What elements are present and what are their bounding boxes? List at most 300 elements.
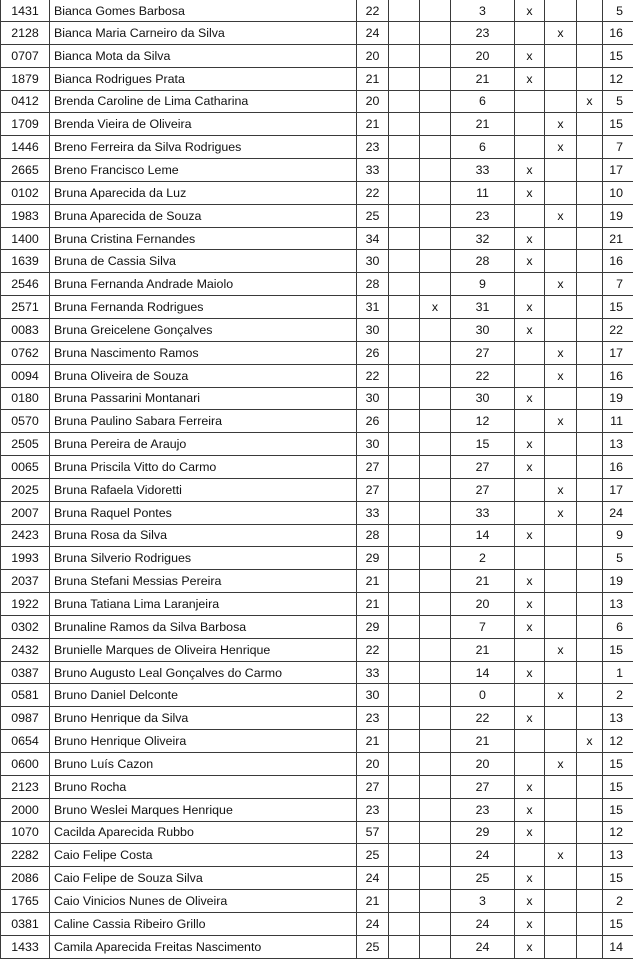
value-cell: 15 xyxy=(451,433,515,456)
mark-cell-1 xyxy=(389,204,420,227)
mark-cell-2 xyxy=(420,341,451,364)
mark-cell-1 xyxy=(389,890,420,913)
score-cell: 16 xyxy=(603,456,633,479)
age-cell: 29 xyxy=(357,547,389,570)
mark-cell-3 xyxy=(515,113,545,136)
table-row xyxy=(1,821,633,844)
mark-cell-2 xyxy=(420,410,451,433)
age-cell: 22 xyxy=(357,364,389,387)
score-cell: 2 xyxy=(603,684,633,707)
mark-cell-2 xyxy=(420,22,451,45)
mark-cell-3: x xyxy=(515,570,545,593)
value-cell: 22 xyxy=(451,707,515,730)
mark-cell-2 xyxy=(420,890,451,913)
mark-cell-4: x xyxy=(545,364,577,387)
mark-cell-3: x xyxy=(515,593,545,616)
code-cell: 1070 xyxy=(1,821,50,844)
mark-cell-2 xyxy=(420,501,451,524)
name-cell: Bruna Pereira de Araujo xyxy=(50,433,357,456)
mark-cell-2 xyxy=(420,730,451,753)
value-cell: 6 xyxy=(451,90,515,113)
mark-cell-1 xyxy=(389,44,420,67)
mark-cell-4 xyxy=(545,159,577,182)
name-cell: Camila Aparecida Freitas Nascimento xyxy=(50,935,357,958)
age-cell: 57 xyxy=(357,821,389,844)
mark-cell-4 xyxy=(545,181,577,204)
mark-cell-2 xyxy=(420,821,451,844)
name-cell: Bruna Fernanda Rodrigues xyxy=(50,296,357,319)
mark-cell-5: x xyxy=(577,90,603,113)
score-cell: 17 xyxy=(603,478,633,501)
mark-cell-4 xyxy=(545,707,577,730)
mark-cell-4 xyxy=(545,547,577,570)
code-cell: 0762 xyxy=(1,341,50,364)
name-cell: Caio Felipe de Souza Silva xyxy=(50,867,357,890)
mark-cell-1 xyxy=(389,318,420,341)
code-cell: 2000 xyxy=(1,798,50,821)
age-cell: 24 xyxy=(357,912,389,935)
mark-cell-5 xyxy=(577,296,603,319)
table-row xyxy=(1,707,633,730)
table-row xyxy=(1,867,633,890)
code-cell: 0707 xyxy=(1,44,50,67)
name-cell: Bruno Henrique Oliveira xyxy=(50,730,357,753)
mark-cell-5 xyxy=(577,318,603,341)
mark-cell-1 xyxy=(389,410,420,433)
mark-cell-3: x xyxy=(515,318,545,341)
age-cell: 28 xyxy=(357,524,389,547)
value-cell: 24 xyxy=(451,844,515,867)
mark-cell-5 xyxy=(577,250,603,273)
value-cell: 27 xyxy=(451,341,515,364)
table-row xyxy=(1,935,633,958)
score-cell: 12 xyxy=(603,67,633,90)
mark-cell-1 xyxy=(389,364,420,387)
score-cell: 16 xyxy=(603,22,633,45)
value-cell: 32 xyxy=(451,227,515,250)
mark-cell-4: x xyxy=(545,113,577,136)
name-cell: Bianca Mota da Silva xyxy=(50,44,357,67)
value-cell: 27 xyxy=(451,775,515,798)
score-cell: 6 xyxy=(603,615,633,638)
table-row xyxy=(1,661,633,684)
code-cell: 2665 xyxy=(1,159,50,182)
mark-cell-5 xyxy=(577,44,603,67)
age-cell: 30 xyxy=(357,684,389,707)
name-cell: Bruno Henrique da Silva xyxy=(50,707,357,730)
mark-cell-3 xyxy=(515,364,545,387)
name-cell: Bruna de Cassia Silva xyxy=(50,250,357,273)
age-cell: 30 xyxy=(357,433,389,456)
mark-cell-1 xyxy=(389,570,420,593)
age-cell: 21 xyxy=(357,730,389,753)
code-cell: 1639 xyxy=(1,250,50,273)
mark-cell-3: x xyxy=(515,935,545,958)
mark-cell-1 xyxy=(389,730,420,753)
mark-cell-4 xyxy=(545,456,577,479)
score-cell: 7 xyxy=(603,273,633,296)
mark-cell-2 xyxy=(420,570,451,593)
mark-cell-2 xyxy=(420,912,451,935)
mark-cell-1 xyxy=(389,935,420,958)
age-cell: 21 xyxy=(357,113,389,136)
mark-cell-3 xyxy=(515,684,545,707)
name-cell: Bruna Greicelene Gonçalves xyxy=(50,318,357,341)
mark-cell-5 xyxy=(577,410,603,433)
code-cell: 0987 xyxy=(1,707,50,730)
value-cell: 3 xyxy=(451,890,515,913)
age-cell: 33 xyxy=(357,501,389,524)
table-row xyxy=(1,753,633,776)
table-row xyxy=(1,775,633,798)
table-row xyxy=(1,478,633,501)
mark-cell-1 xyxy=(389,707,420,730)
mark-cell-5 xyxy=(577,844,603,867)
code-cell: 1433 xyxy=(1,935,50,958)
mark-cell-4: x xyxy=(545,22,577,45)
mark-cell-1 xyxy=(389,181,420,204)
table-row xyxy=(1,364,633,387)
score-cell: 5 xyxy=(603,0,633,22)
code-cell: 2086 xyxy=(1,867,50,890)
mark-cell-5 xyxy=(577,456,603,479)
name-cell: Bruna Aparecida de Souza xyxy=(50,204,357,227)
age-cell: 23 xyxy=(357,707,389,730)
code-cell: 0387 xyxy=(1,661,50,684)
name-cell: Caio Felipe Costa xyxy=(50,844,357,867)
mark-cell-2 xyxy=(420,478,451,501)
table-row xyxy=(1,44,633,67)
mark-cell-1 xyxy=(389,159,420,182)
score-cell: 15 xyxy=(603,912,633,935)
mark-cell-3 xyxy=(515,136,545,159)
mark-cell-4 xyxy=(545,593,577,616)
value-cell: 9 xyxy=(451,273,515,296)
mark-cell-1 xyxy=(389,912,420,935)
code-cell: 0083 xyxy=(1,318,50,341)
age-cell: 20 xyxy=(357,44,389,67)
mark-cell-1 xyxy=(389,433,420,456)
mark-cell-4 xyxy=(545,867,577,890)
table-row xyxy=(1,524,633,547)
value-cell: 14 xyxy=(451,524,515,547)
code-cell: 2505 xyxy=(1,433,50,456)
value-cell: 33 xyxy=(451,159,515,182)
mark-cell-1 xyxy=(389,615,420,638)
table-row xyxy=(1,136,633,159)
mark-cell-5 xyxy=(577,912,603,935)
code-cell: 2007 xyxy=(1,501,50,524)
mark-cell-1 xyxy=(389,593,420,616)
mark-cell-5 xyxy=(577,433,603,456)
score-cell: 19 xyxy=(603,570,633,593)
mark-cell-5 xyxy=(577,524,603,547)
age-cell: 30 xyxy=(357,318,389,341)
mark-cell-4 xyxy=(545,615,577,638)
mark-cell-1 xyxy=(389,250,420,273)
mark-cell-1 xyxy=(389,273,420,296)
score-cell: 13 xyxy=(603,844,633,867)
name-cell: Bruna Raquel Pontes xyxy=(50,501,357,524)
code-cell: 0065 xyxy=(1,456,50,479)
name-cell: Bianca Rodrigues Prata xyxy=(50,67,357,90)
name-cell: Bruna Stefani Messias Pereira xyxy=(50,570,357,593)
mark-cell-5 xyxy=(577,387,603,410)
table-row xyxy=(1,844,633,867)
mark-cell-2 xyxy=(420,844,451,867)
code-cell: 1431 xyxy=(1,0,50,22)
mark-cell-5 xyxy=(577,136,603,159)
name-cell: Brunaline Ramos da Silva Barbosa xyxy=(50,615,357,638)
mark-cell-3 xyxy=(515,90,545,113)
score-cell: 12 xyxy=(603,730,633,753)
table-row xyxy=(1,433,633,456)
mark-cell-3 xyxy=(515,410,545,433)
name-cell: Bianca Gomes Barbosa xyxy=(50,0,357,22)
table-row xyxy=(1,912,633,935)
mark-cell-1 xyxy=(389,90,420,113)
name-cell: Bruna Fernanda Andrade Maiolo xyxy=(50,273,357,296)
mark-cell-1 xyxy=(389,821,420,844)
mark-cell-4: x xyxy=(545,638,577,661)
code-cell: 1879 xyxy=(1,67,50,90)
code-cell: 1446 xyxy=(1,136,50,159)
mark-cell-1 xyxy=(389,661,420,684)
mark-cell-5 xyxy=(577,341,603,364)
value-cell: 27 xyxy=(451,456,515,479)
mark-cell-2 xyxy=(420,661,451,684)
mark-cell-3: x xyxy=(515,181,545,204)
mark-cell-4 xyxy=(545,798,577,821)
score-cell: 13 xyxy=(603,707,633,730)
name-cell: Caline Cassia Ribeiro Grillo xyxy=(50,912,357,935)
mark-cell-2 xyxy=(420,798,451,821)
age-cell: 26 xyxy=(357,341,389,364)
mark-cell-4 xyxy=(545,821,577,844)
age-cell: 30 xyxy=(357,250,389,273)
mark-cell-2 xyxy=(420,204,451,227)
code-cell: 2128 xyxy=(1,22,50,45)
value-cell: 11 xyxy=(451,181,515,204)
mark-cell-3: x xyxy=(515,867,545,890)
value-cell: 7 xyxy=(451,615,515,638)
age-cell: 22 xyxy=(357,0,389,22)
name-cell: Caio Vinicios Nunes de Oliveira xyxy=(50,890,357,913)
name-cell: Bianca Maria Carneiro da Silva xyxy=(50,22,357,45)
table-body xyxy=(1,0,633,958)
value-cell: 6 xyxy=(451,136,515,159)
name-cell: Brenda Vieira de Oliveira xyxy=(50,113,357,136)
value-cell: 30 xyxy=(451,387,515,410)
code-cell: 2423 xyxy=(1,524,50,547)
code-cell: 1922 xyxy=(1,593,50,616)
mark-cell-5 xyxy=(577,890,603,913)
mark-cell-5 xyxy=(577,638,603,661)
mark-cell-5 xyxy=(577,753,603,776)
code-cell: 2025 xyxy=(1,478,50,501)
mark-cell-1 xyxy=(389,844,420,867)
mark-cell-1 xyxy=(389,0,420,22)
score-cell: 24 xyxy=(603,501,633,524)
name-cell: Bruna Rafaela Vidoretti xyxy=(50,478,357,501)
name-cell: Bruno Augusto Leal Gonçalves do Carmo xyxy=(50,661,357,684)
table-row xyxy=(1,90,633,113)
mark-cell-3 xyxy=(515,844,545,867)
mark-cell-1 xyxy=(389,341,420,364)
mark-cell-3: x xyxy=(515,0,545,22)
mark-cell-2 xyxy=(420,387,451,410)
age-cell: 33 xyxy=(357,159,389,182)
value-cell: 20 xyxy=(451,44,515,67)
mark-cell-1 xyxy=(389,753,420,776)
value-cell: 22 xyxy=(451,364,515,387)
score-cell: 22 xyxy=(603,318,633,341)
mark-cell-4: x xyxy=(545,136,577,159)
mark-cell-3: x xyxy=(515,227,545,250)
mark-cell-3 xyxy=(515,341,545,364)
mark-cell-3 xyxy=(515,547,545,570)
mark-cell-5 xyxy=(577,798,603,821)
mark-cell-3: x xyxy=(515,250,545,273)
age-cell: 33 xyxy=(357,661,389,684)
mark-cell-4 xyxy=(545,227,577,250)
table-row xyxy=(1,638,633,661)
mark-cell-3: x xyxy=(515,433,545,456)
mark-cell-4 xyxy=(545,890,577,913)
table-row xyxy=(1,570,633,593)
mark-cell-3 xyxy=(515,638,545,661)
mark-cell-4: x xyxy=(545,273,577,296)
code-cell: 0600 xyxy=(1,753,50,776)
age-cell: 29 xyxy=(357,615,389,638)
age-cell: 24 xyxy=(357,867,389,890)
age-cell: 21 xyxy=(357,593,389,616)
age-cell: 22 xyxy=(357,638,389,661)
name-cell: Bruna Nascimento Ramos xyxy=(50,341,357,364)
mark-cell-1 xyxy=(389,547,420,570)
name-cell: Breno Ferreira da Silva Rodrigues xyxy=(50,136,357,159)
value-cell: 3 xyxy=(451,0,515,22)
mark-cell-1 xyxy=(389,501,420,524)
mark-cell-4 xyxy=(545,433,577,456)
mark-cell-2 xyxy=(420,753,451,776)
code-cell: 2282 xyxy=(1,844,50,867)
mark-cell-1 xyxy=(389,684,420,707)
mark-cell-2 xyxy=(420,593,451,616)
mark-cell-1 xyxy=(389,638,420,661)
mark-cell-2 xyxy=(420,136,451,159)
value-cell: 14 xyxy=(451,661,515,684)
code-cell: 0581 xyxy=(1,684,50,707)
table-row xyxy=(1,204,633,227)
mark-cell-1 xyxy=(389,387,420,410)
mark-cell-3: x xyxy=(515,524,545,547)
table-row xyxy=(1,113,633,136)
mark-cell-4 xyxy=(545,775,577,798)
mark-cell-1 xyxy=(389,113,420,136)
mark-cell-2 xyxy=(420,547,451,570)
mark-cell-5 xyxy=(577,501,603,524)
code-cell: 0094 xyxy=(1,364,50,387)
mark-cell-4 xyxy=(545,0,577,22)
age-cell: 27 xyxy=(357,456,389,479)
name-cell: Bruna Rosa da Silva xyxy=(50,524,357,547)
table-row xyxy=(1,456,633,479)
value-cell: 20 xyxy=(451,593,515,616)
value-cell: 21 xyxy=(451,113,515,136)
name-cell: Bruna Paulino Sabara Ferreira xyxy=(50,410,357,433)
name-cell: Bruna Aparecida da Luz xyxy=(50,181,357,204)
code-cell: 2546 xyxy=(1,273,50,296)
name-cell: Cacilda Aparecida Rubbo xyxy=(50,821,357,844)
mark-cell-5 xyxy=(577,570,603,593)
score-cell: 19 xyxy=(603,204,633,227)
code-cell: 2432 xyxy=(1,638,50,661)
table-row xyxy=(1,296,633,319)
score-cell: 9 xyxy=(603,524,633,547)
mark-cell-3: x xyxy=(515,890,545,913)
table-row xyxy=(1,410,633,433)
mark-cell-4 xyxy=(545,90,577,113)
mark-cell-5 xyxy=(577,181,603,204)
mark-cell-1 xyxy=(389,867,420,890)
mark-cell-5 xyxy=(577,227,603,250)
age-cell: 22 xyxy=(357,181,389,204)
score-cell: 13 xyxy=(603,593,633,616)
value-cell: 2 xyxy=(451,547,515,570)
mark-cell-3: x xyxy=(515,44,545,67)
mark-cell-5 xyxy=(577,159,603,182)
mark-cell-2 xyxy=(420,159,451,182)
mark-cell-3 xyxy=(515,730,545,753)
value-cell: 23 xyxy=(451,798,515,821)
mark-cell-5 xyxy=(577,821,603,844)
mark-cell-1 xyxy=(389,456,420,479)
mark-cell-3: x xyxy=(515,821,545,844)
mark-cell-1 xyxy=(389,67,420,90)
mark-cell-5 xyxy=(577,547,603,570)
mark-cell-3: x xyxy=(515,798,545,821)
mark-cell-1 xyxy=(389,136,420,159)
mark-cell-3: x xyxy=(515,661,545,684)
table-row xyxy=(1,547,633,570)
table-row xyxy=(1,250,633,273)
mark-cell-3 xyxy=(515,273,545,296)
code-cell: 0412 xyxy=(1,90,50,113)
mark-cell-4 xyxy=(545,935,577,958)
code-cell: 1983 xyxy=(1,204,50,227)
score-cell: 19 xyxy=(603,387,633,410)
score-cell: 13 xyxy=(603,433,633,456)
age-cell: 27 xyxy=(357,478,389,501)
mark-cell-2 xyxy=(420,707,451,730)
age-cell: 31 xyxy=(357,296,389,319)
table-row xyxy=(1,67,633,90)
age-cell: 34 xyxy=(357,227,389,250)
mark-cell-3: x xyxy=(515,456,545,479)
name-cell: Bruna Cristina Fernandes xyxy=(50,227,357,250)
score-cell: 21 xyxy=(603,227,633,250)
name-cell: Bruno Weslei Marques Henrique xyxy=(50,798,357,821)
value-cell: 31 xyxy=(451,296,515,319)
age-cell: 21 xyxy=(357,570,389,593)
mark-cell-5 xyxy=(577,22,603,45)
mark-cell-3: x xyxy=(515,707,545,730)
mark-cell-5 xyxy=(577,113,603,136)
mark-cell-4: x xyxy=(545,501,577,524)
mark-cell-2 xyxy=(420,867,451,890)
mark-cell-4 xyxy=(545,250,577,273)
